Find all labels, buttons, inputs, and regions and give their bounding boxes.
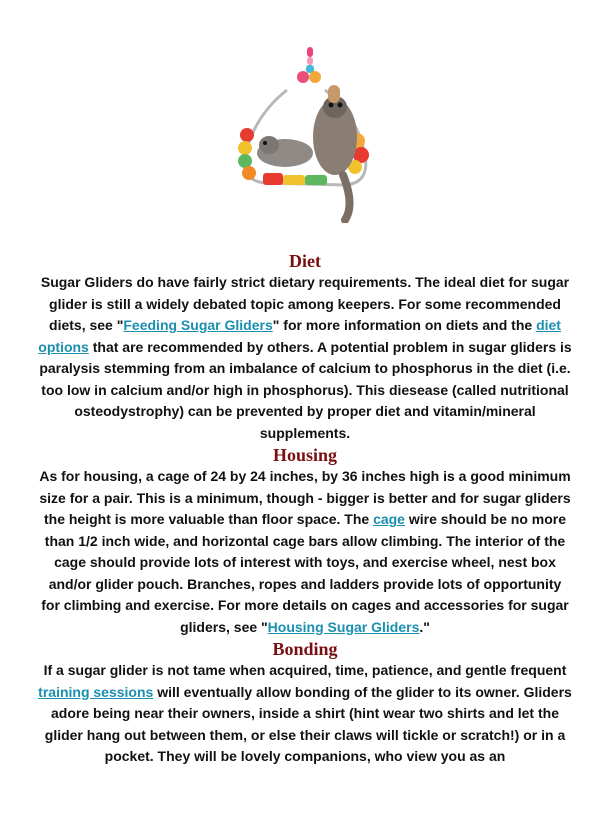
article-content: [38, 250, 572, 768]
housing-heading: Housing: [272, 445, 338, 465]
sugar-glider-image: [225, 45, 390, 223]
training-sessions-link[interactable]: training sessions: [38, 683, 154, 700]
bonding-heading: Bonding: [272, 639, 338, 659]
sugar-glider-illustration: [225, 45, 390, 223]
diet-options-link[interactable]: diet options: [38, 317, 561, 355]
diet-heading: Diet: [289, 251, 321, 271]
bonding-paragraph: If a sugar glider is not tame when acquired, time, patience, and gentle frequent training sessions will eventually allow bonding of the glider to its owner. Gliders adore being near their owners, inside a shirt (hint wear two shirts and let the glider hang out between them, or else their claws will tickle or scratch!) or in a pocket. They will be lovely companions, who view you as an: [38, 662, 572, 764]
feeding-sugar-gliders-link[interactable]: Feeding Sugar Gliders: [123, 317, 273, 333]
housing-sugar-gliders-link[interactable]: Housing Sugar Gliders: [267, 618, 420, 635]
housing-paragraph: As for housing, a cage of 24 by 24 inches, by 36 inches high is a good minimum size for a pair. This is a minimum, though - bigger is better and for sugar gliders the height is more valuable than floor space. The cage wire should be no more than 1/2 inch wide, and horizontal cage bars allow climbing. The interior of the cage should provide lots of interest with toys, and exercise wheel, nest box and/or glider pouch. Branches, ropes and ladders provide lots of opportunity for climbing and exercise. For more details on cages and accessories for sugar gliders, see "Housing Sugar Gliders.": [39, 468, 571, 635]
cage-link[interactable]: cage: [373, 511, 405, 527]
diet-paragraph: Sugar Gliders do have fairly strict dietary requirements. The ideal diet for sugar glider is still a widely debated topic among keepers. For some recommended diets, see "Feeding Sugar Gliders" for more information on diets and the diet options that are recommended by others. A potential problem in sugar gliders is paralysis stemming from an imbalance of calcium to phosphorus in the diet (i.e. too low in calcium and/or high in phosphorus). This diesease (called nutritional osteodystrophy) can be prevented by proper diet and vitamin/mineral supplements.: [38, 274, 572, 441]
